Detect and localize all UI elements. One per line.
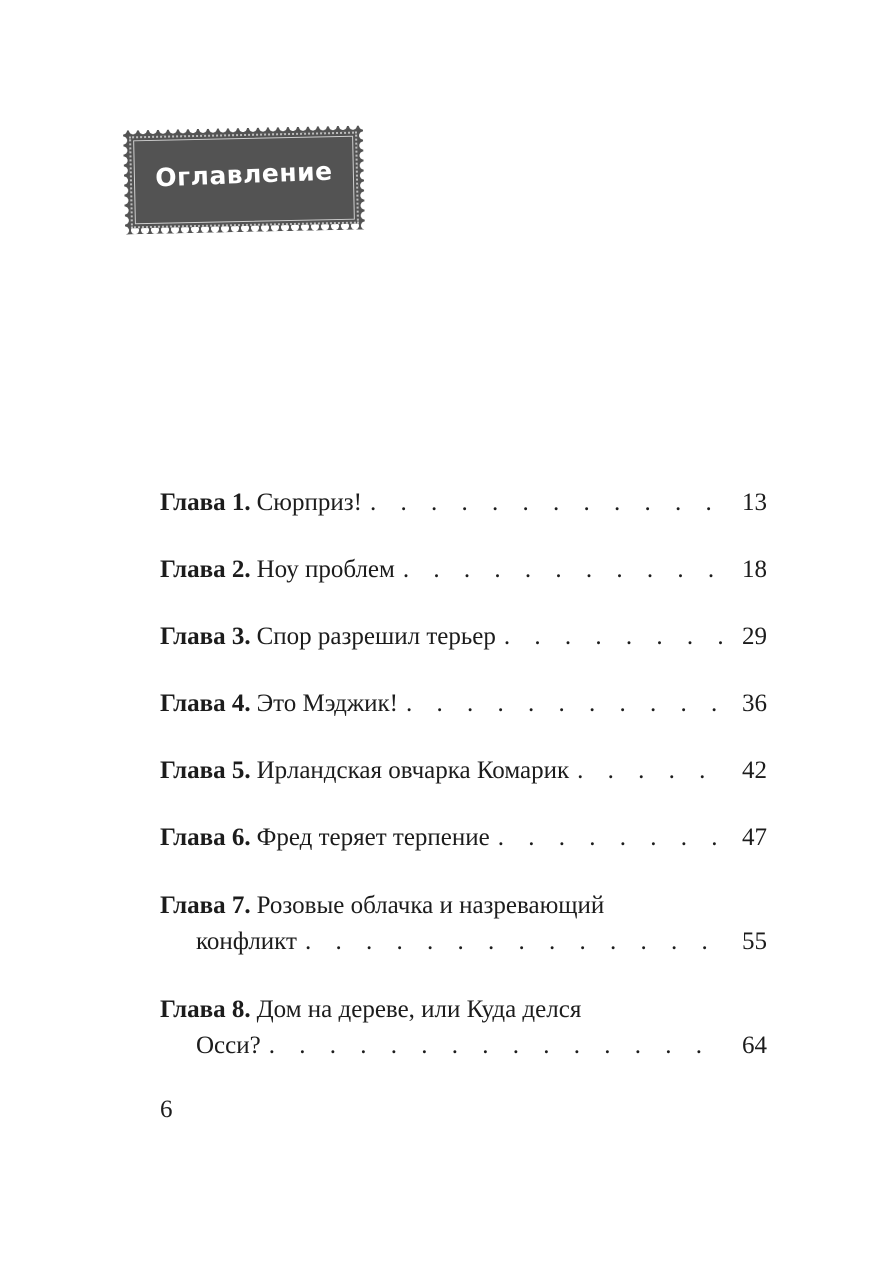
chapter-title: Фред теряет терпение: [256, 824, 490, 851]
chapter-page: 18: [742, 556, 767, 583]
chapter-title: Это Мэджик!: [256, 690, 398, 717]
table-of-contents: [160, 485, 767, 1064]
dot-leader: [577, 753, 725, 789]
chapter-title: Ирландская овчарка Комарик: [256, 757, 570, 784]
chapter-label: Глава 2.: [160, 556, 251, 583]
toc-entry-2[interactable]: [160, 552, 767, 588]
chapter-label: Глава 5.: [160, 757, 251, 784]
dot-leader: [305, 924, 725, 960]
dot-leader: [269, 1028, 725, 1064]
toc-entry-3[interactable]: [160, 619, 767, 655]
chapter-page: 29: [742, 623, 767, 650]
chapter-label: Глава 4.: [160, 690, 251, 717]
chapter-page: 55: [742, 928, 767, 955]
toc-entry-6[interactable]: [160, 820, 767, 856]
chapter-title: Дом на дереве, или Куда делся: [256, 996, 582, 1023]
chapter-page: 47: [742, 824, 767, 851]
chapter-label: Глава 8.: [160, 996, 251, 1023]
dot-leader: [406, 686, 725, 722]
chapter-title: Сюрприз!: [256, 489, 362, 516]
chapter-title: Спор разрешил терьер: [256, 623, 496, 650]
page-number: 6: [160, 1096, 173, 1123]
toc-entry-5[interactable]: [160, 753, 767, 789]
chapter-label: Глава 6.: [160, 824, 251, 851]
toc-entry-8[interactable]: [160, 992, 767, 1064]
chapter-title: Ноу проблем: [256, 556, 395, 583]
heading-stamp: [123, 125, 365, 234]
dot-leader: [504, 619, 725, 655]
chapter-title: Розовые облачка и назревающий: [256, 892, 605, 919]
toc-entry-7[interactable]: [160, 888, 767, 960]
chapter-page: 42: [742, 757, 767, 784]
chapter-label: Глава 1.: [160, 489, 251, 516]
dot-leader: [498, 820, 725, 856]
page-title: Оглавление: [154, 156, 334, 193]
dot-leader: [370, 485, 725, 521]
dot-leader: [403, 552, 725, 588]
toc-entry-1[interactable]: [160, 485, 767, 521]
chapter-page: 36: [742, 690, 767, 717]
chapter-page: 64: [742, 1032, 767, 1059]
chapter-title-continuation: конфликт: [196, 928, 297, 955]
toc-entry-4[interactable]: [160, 686, 767, 722]
chapter-page: 13: [742, 489, 767, 516]
chapter-title-continuation: Осси?: [196, 1032, 261, 1059]
chapter-label: Глава 3.: [160, 623, 251, 650]
chapter-label: Глава 7.: [160, 892, 251, 919]
